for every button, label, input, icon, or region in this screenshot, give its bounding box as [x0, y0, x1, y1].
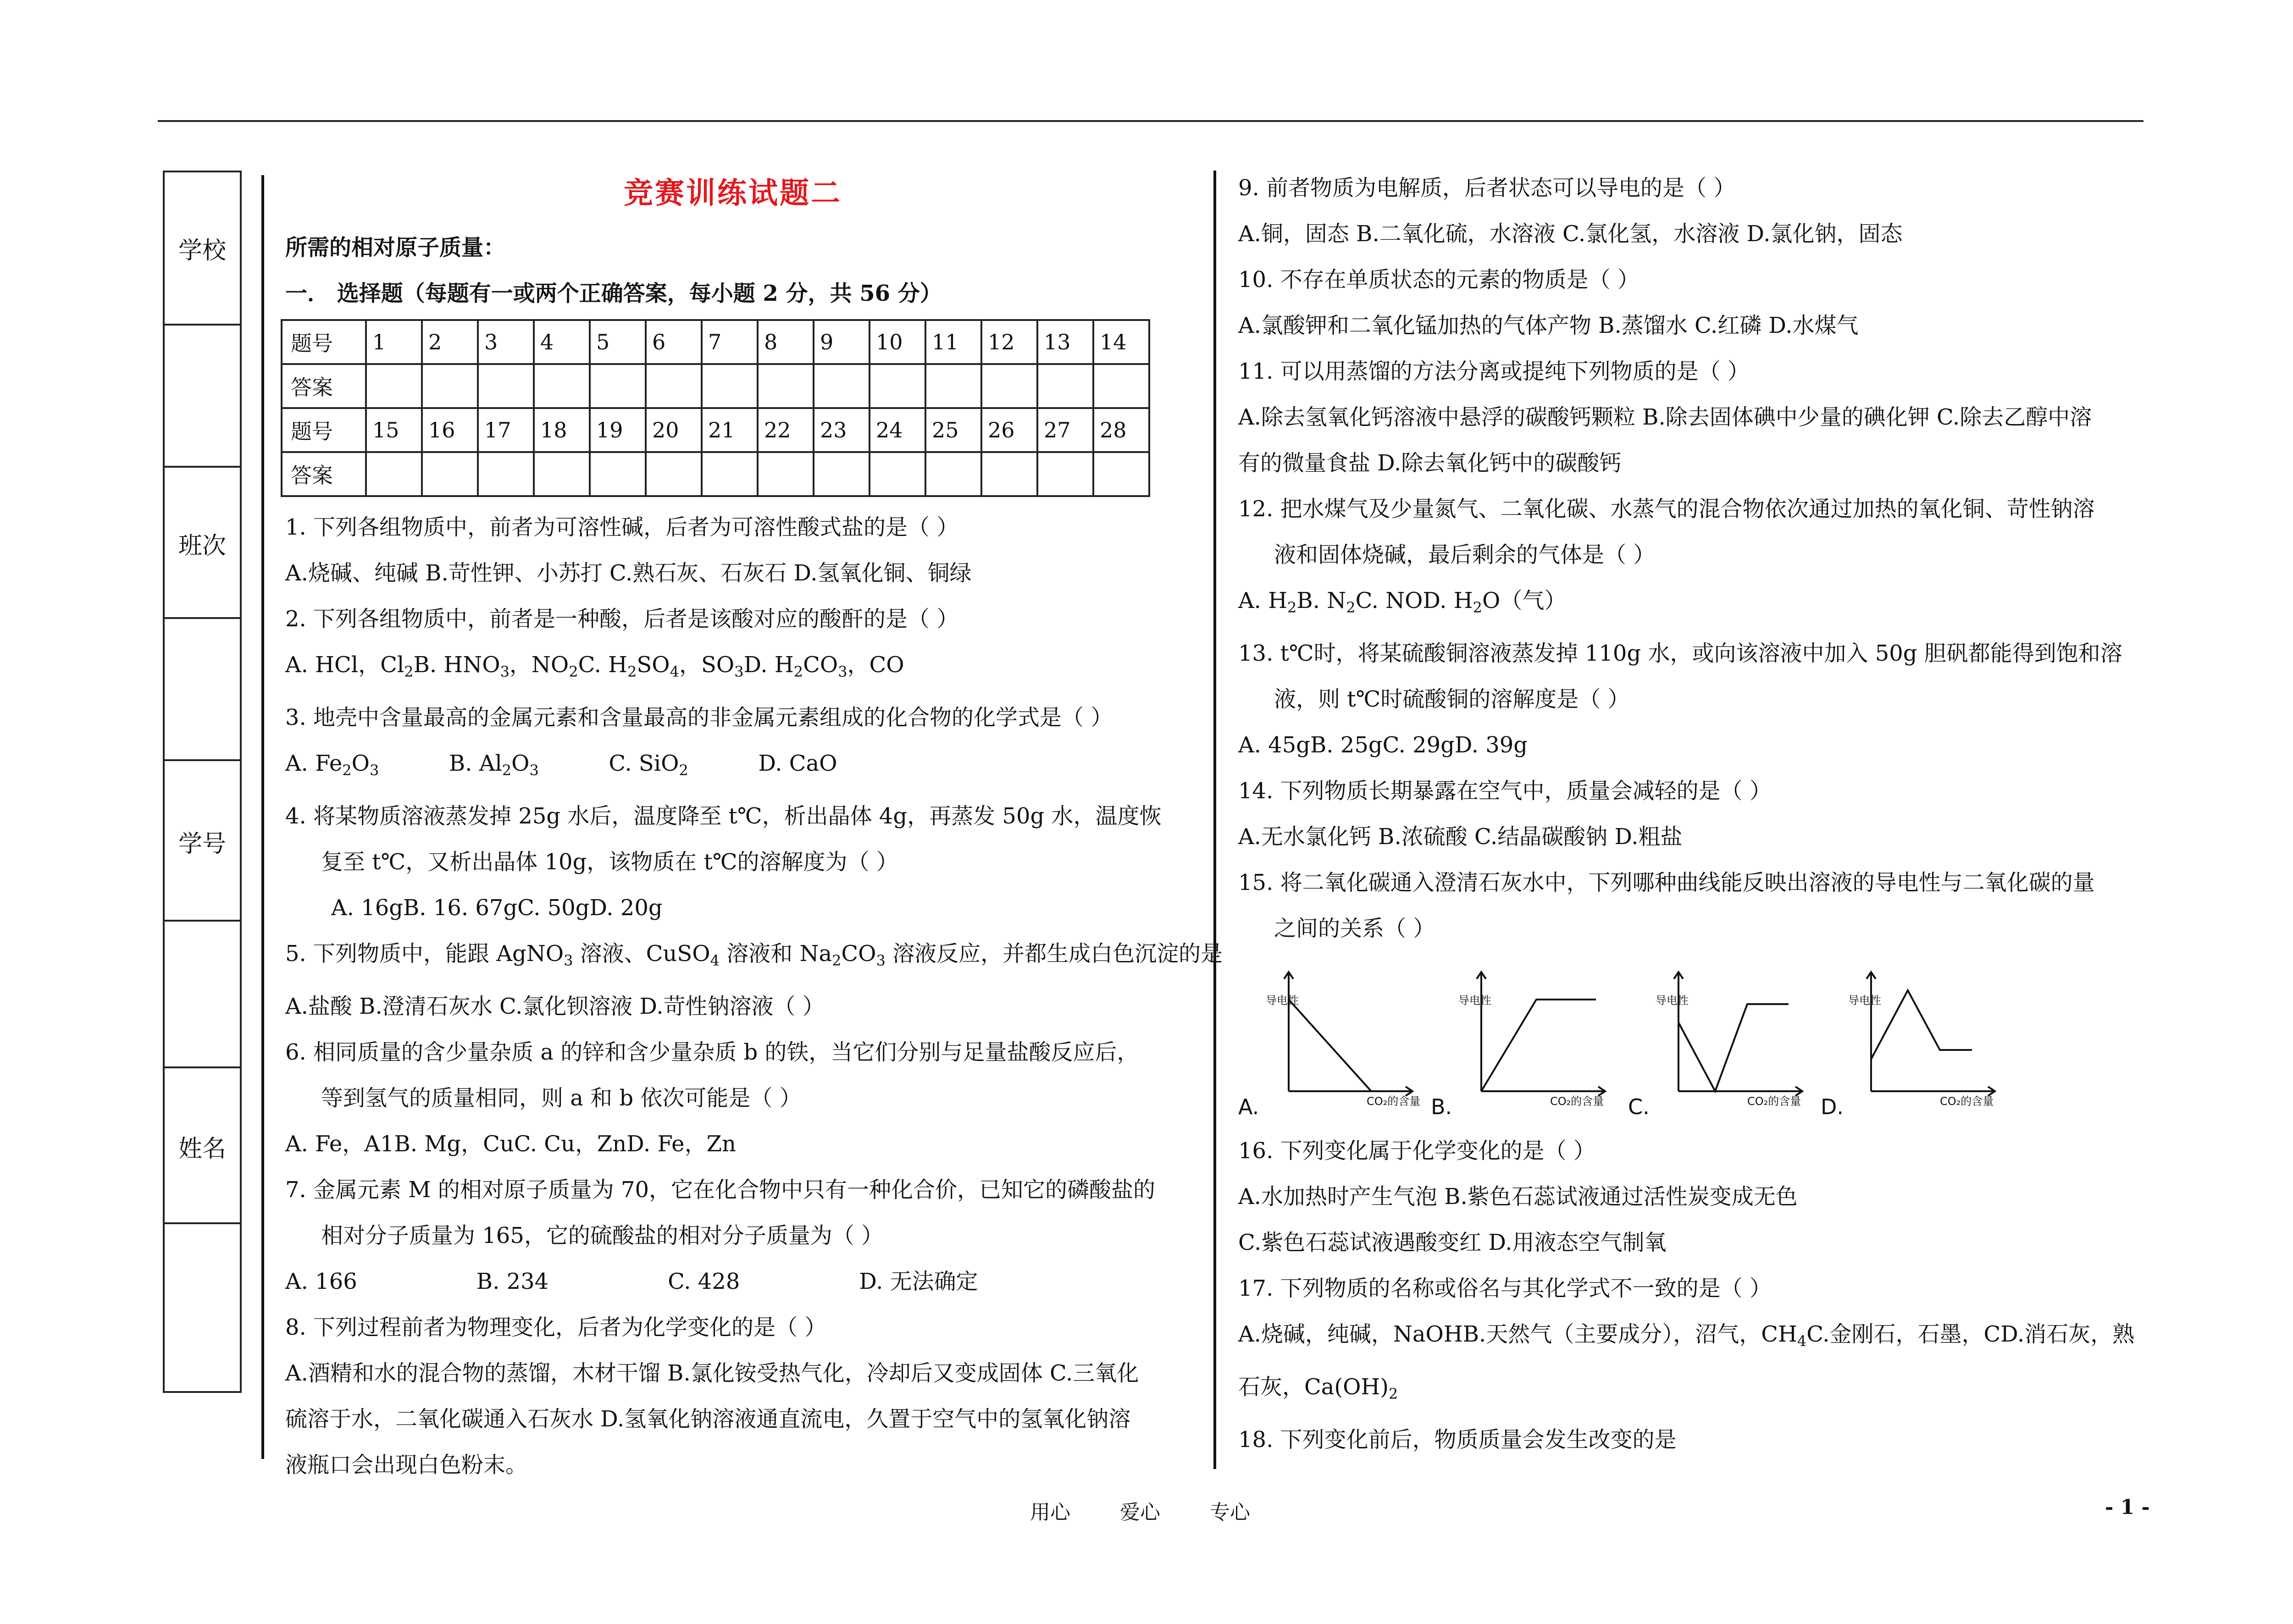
class-label: 班次	[165, 466, 240, 619]
table-cell: 题号	[282, 320, 366, 364]
left-margin-line	[261, 175, 264, 1459]
table-cell: 5	[590, 320, 646, 364]
answer-cell[interactable]	[870, 364, 925, 408]
question-2-options: A. HCl，$Cl_2B$. $HNO_3$，$NO_2C$. $H_2SO_4$，$SO_3D$. $H_2CO_3$，CO	[285, 652, 904, 680]
question-10-options: A.氯酸钾和二氧化锰加热的气体产物 B.蒸馏水 C.红磷 D.水煤气	[1238, 313, 1859, 338]
option-a: A. 166	[285, 1269, 357, 1294]
question-13-options: A. 45gB. 25gC. 29gD. 39g	[1238, 732, 1528, 758]
table-cell: 14	[1093, 320, 1149, 364]
question-17-options-2: 石灰，$Ca(OH)_2$	[1238, 1374, 1398, 1403]
answer-cell[interactable]	[590, 364, 646, 408]
question-11-options-2: 有的微量食盐 D.除去氧化钙中的碳酸钙	[1238, 450, 1622, 476]
answer-cell[interactable]	[925, 452, 981, 496]
question-11-options-1: A.除去氢氧化钙溶液中悬浮的碳酸钙颗粒 B.除去固体碘中少量的碘化钾 C.除去乙醇中溶	[1238, 404, 2092, 430]
table-cell: 12	[981, 320, 1037, 364]
graph-c-label: C.	[1628, 1094, 1650, 1119]
answer-cell[interactable]	[981, 364, 1037, 408]
table-cell: 3	[478, 320, 534, 364]
class-field[interactable]	[165, 617, 240, 761]
graph-a-label: A.	[1238, 1094, 1259, 1119]
question-1-options: A.烧碱、纯碱 B.苛性钾、小苏打 C.熟石灰、石灰石 D.氢氧化铜、铜绿	[285, 560, 972, 586]
answer-cell[interactable]	[366, 452, 422, 496]
section-heading: 一． 选择题（每题有一或两个正确答案，每小题 2 分，共 56 分）	[285, 281, 942, 306]
footer-word: 用心	[1030, 1501, 1070, 1524]
question-8: 8. 下列过程前者为物理变化，后者为化学变化的是（ ）	[285, 1315, 827, 1340]
answer-cell[interactable]	[478, 364, 534, 408]
table-cell: 16	[422, 408, 478, 452]
table-cell: 9	[814, 320, 870, 364]
answer-cell[interactable]	[758, 452, 814, 496]
question-1: 1. 下列各组物质中，前者为可溶性碱，后者为可溶性酸式盐的是（ ）	[285, 514, 959, 540]
table-cell: 13	[1037, 320, 1093, 364]
table-row	[282, 452, 1149, 496]
table-cell: 15	[366, 408, 422, 452]
conductivity-graphs	[1238, 954, 2155, 1128]
answer-cell[interactable]	[534, 364, 590, 408]
answer-cell[interactable]	[534, 452, 590, 496]
school-label: 学校	[178, 237, 226, 265]
table-cell: 8	[758, 320, 814, 364]
answer-cell[interactable]	[925, 364, 981, 408]
right-questions-bottom	[1238, 1128, 2134, 1463]
table-cell: 6	[646, 320, 702, 364]
question-3: 3. 地壳中含量最高的金属元素和含量最高的非金属元素组成的化合物的化学式是（ ）	[285, 705, 1113, 730]
table-cell: 17	[478, 408, 534, 452]
question-16: 16. 下列变化属于化学变化的是（ ）	[1238, 1138, 1595, 1164]
footer-motto	[1030, 1496, 1250, 1525]
question-5: 5. 下列物质中，能跟 AgNO$_3$ 溶液、CuSO$_4$ 溶液和 $Na_2CO_3$ 溶液反应，并都生成白色沉淀的是	[285, 941, 1223, 969]
table-cell: 答案	[282, 364, 366, 408]
question-11: 11. 可以用蒸馏的方法分离或提纯下列物质的是（ ）	[1238, 359, 1750, 384]
question-17-options-1: A.烧碱，纯碱，NaOHB.天然气（主要成分），沼气，$CH_4C$.金刚石，石墨，CD.消石灰，熟	[1238, 1321, 2135, 1350]
question-9: 9. 前者物质为电解质，后者状态可以导电的是（ ）	[1238, 175, 1736, 201]
question-7-cont: 相对分子质量为 165，它的硫酸盐的相对分子质量为（ ）	[321, 1223, 884, 1248]
answer-table	[281, 319, 1150, 497]
question-6-options: A. Fe，A1B. Mg，CuC. Cu，ZnD. Fe，Zn	[285, 1131, 736, 1157]
table-cell: 11	[925, 320, 981, 364]
question-12: 12. 把水煤气及少量氮气、二氧化碳、水蒸气的混合物依次通过加热的氧化铜、苛性钠溶	[1238, 496, 2095, 522]
student-id-label: 学号	[165, 759, 240, 922]
question-18: 18. 下列变化前后，物质质量会发生改变的是	[1238, 1427, 1677, 1453]
answer-cell[interactable]	[981, 452, 1037, 496]
table-cell: 4	[534, 320, 590, 364]
footer-word: 爱心	[1120, 1501, 1160, 1524]
answer-cell[interactable]	[646, 452, 702, 496]
answer-cell[interactable]	[870, 452, 925, 496]
table-cell: 23	[814, 408, 870, 452]
page-number: - 1 -	[2105, 1496, 2150, 1519]
answer-cell[interactable]	[814, 364, 870, 408]
y-label-a: 导电性	[1266, 994, 1299, 1007]
table-cell: 答案	[282, 452, 366, 496]
question-8-options-1: A.酒精和水的混合物的蒸馏，木材干馏 B.氯化铵受热气化，冷却后又变成固体 C.三氧化	[285, 1360, 1139, 1386]
table-cell: 20	[646, 408, 702, 452]
option-d-cont: 石灰，Ca(OH)	[1238, 1374, 1389, 1400]
question-8-options-3: 液瓶口会出现白色粉末。	[285, 1452, 528, 1478]
question-13-cont: 液，则 t℃时硫酸铜的溶解度是（ ）	[1274, 686, 1630, 712]
answer-cell[interactable]	[422, 364, 478, 408]
question-9-options: A.铜，固态 B.二氧化硫，水溶液 C.氯化氢，水溶液 D.氯化钠，固态	[1238, 221, 1903, 247]
atomic-mass-label: 所需的相对原子质量：	[285, 235, 506, 260]
answer-cell[interactable]	[478, 452, 534, 496]
table-cell: 7	[702, 320, 758, 364]
answer-cell[interactable]	[1037, 452, 1093, 496]
answer-cell[interactable]	[702, 364, 758, 408]
left-questions	[285, 504, 1223, 1488]
y-label-c: 导电性	[1656, 994, 1689, 1007]
school-field[interactable]	[165, 324, 240, 468]
q15-graphs	[1238, 954, 2155, 1128]
question-12-options: A. $H_2B$. $N_2C$. NOD. $H_2O$（气）	[1238, 588, 1567, 616]
answer-cell[interactable]	[422, 452, 478, 496]
answer-cell[interactable]	[590, 452, 646, 496]
left-header	[285, 225, 942, 316]
answer-cell[interactable]	[758, 364, 814, 408]
question-7-options	[285, 1259, 1223, 1304]
table-cell: 24	[870, 408, 925, 452]
question-17: 17. 下列物质的名称或俗名与其化学式不一致的是（ ）	[1238, 1276, 1772, 1301]
table-row	[282, 364, 1149, 408]
question-3-options: A. $Fe_2O_3$ B. $Al_2O_3$ C. SiO$_2$ D. CaO	[285, 751, 837, 779]
table-cell: 27	[1037, 408, 1093, 452]
table-cell: 题号	[282, 408, 366, 452]
question-2: 2. 下列各组物质中，前者是一种酸，后者是该酸对应的酸酐的是（ ）	[285, 606, 959, 632]
table-cell: 2	[422, 320, 478, 364]
question-6: 6. 相同质量的含少量杂质 a 的锌和含少量杂质 b 的铁，当它们分别与足量盐酸反应后，	[285, 1039, 1139, 1065]
right-questions-top	[1238, 165, 2122, 951]
student-id-field[interactable]	[165, 920, 240, 1068]
name-label: 姓名	[165, 1066, 240, 1224]
student-info-box	[163, 171, 242, 1393]
table-cell: 10	[870, 320, 925, 364]
question-15: 15. 将二氧化碳通入澄清石灰水中，下列哪种曲线能反映出溶液的导电性与二氧化碳的量	[1238, 870, 2095, 895]
question-16-options-2: C.紫色石蕊试液遇酸变红 D.用液态空气制氧	[1238, 1230, 1667, 1255]
table-row	[282, 320, 1149, 364]
question-14-options: A.无水氯化钙 B.浓硫酸 C.结晶碳酸钠 D.粗盐	[1238, 824, 1683, 850]
table-cell: 18	[534, 408, 590, 452]
x-label-d: CO₂的含量	[1940, 1095, 1994, 1108]
page-title: 竞赛训练试题二	[624, 176, 842, 210]
question-14: 14. 下列物质长期暴露在空气中，质量会减轻的是（ ）	[1238, 778, 1772, 804]
option-d: D. 无法确定	[859, 1269, 978, 1294]
x-label-c: CO₂的含量	[1747, 1095, 1801, 1108]
x-label-a: CO₂的含量	[1367, 1095, 1421, 1108]
table-row	[282, 408, 1149, 452]
question-10: 10. 不存在单质状态的元素的物质是（ ）	[1238, 267, 1639, 293]
option-c: C. 428	[668, 1269, 740, 1294]
answer-cell[interactable]	[1093, 452, 1149, 496]
table-cell: 26	[981, 408, 1037, 452]
graph-b-label: B.	[1431, 1094, 1452, 1119]
table-cell: 19	[590, 408, 646, 452]
table-cell: 22	[758, 408, 814, 452]
answer-cell[interactable]	[646, 364, 702, 408]
answer-cell[interactable]	[1037, 364, 1093, 408]
table-cell: 1	[366, 320, 422, 364]
answer-cell[interactable]	[702, 452, 758, 496]
gas-note: （气）	[1500, 588, 1567, 613]
question-4-cont: 复至 t℃，又析出晶体 10g，该物质在 t℃的溶解度为（ ）	[321, 849, 898, 875]
question-16-options-1: A.水加热时产生气泡 B.紫色石蕊试液通过活性炭变成无色	[1238, 1184, 1798, 1210]
answer-cell[interactable]	[1093, 364, 1149, 408]
option-b: B. 234	[476, 1269, 549, 1294]
question-5-options: A.盐酸 B.澄清石灰水 C.氯化钡溶液 D.苛性钠溶液（ ）	[285, 994, 825, 1019]
footer-word: 专心	[1210, 1501, 1250, 1524]
question-15-cont: 之间的关系（ ）	[1274, 916, 1435, 941]
y-label-d: 导电性	[1848, 994, 1881, 1007]
graph-d-label: D.	[1821, 1094, 1844, 1119]
question-8-options-2: 硫溶于水，二氧化碳通入石灰水 D.氢氧化钠溶液通直流电，久置于空气中的氢氧化钠溶	[285, 1406, 1131, 1432]
answer-cell[interactable]	[366, 364, 422, 408]
question-7: 7. 金属元素 M 的相对原子质量为 70，它在化合物中只有一种化合价，已知它的磷酸盐的	[285, 1177, 1156, 1203]
question-4-options: A. 16gB. 16. 67gC. 50gD. 20g	[331, 895, 663, 921]
question-6-cont: 等到氢气的质量相同，则 a 和 b 依次可能是（ ）	[321, 1085, 802, 1111]
table-cell: 28	[1093, 408, 1149, 452]
table-cell: 21	[702, 408, 758, 452]
question-4: 4. 将某物质溶液蒸发掉 25g 水后，温度降至 t℃，析出晶体 4g，再蒸发 50g 水，温度恢	[285, 803, 1162, 829]
question-12-cont: 液和固体烧碱，最后剩余的气体是（ ）	[1274, 542, 1656, 568]
x-label-b: CO₂的含量	[1550, 1095, 1604, 1108]
table-cell: 25	[925, 408, 981, 452]
question-13: 13. t℃时，将某硫酸铜溶液蒸发掉 110g 水，或向该溶液中加入 50g 胆矾都能得到饱和溶	[1238, 641, 2122, 666]
top-rule	[158, 120, 2143, 122]
answer-cell[interactable]	[814, 452, 870, 496]
y-label-b: 导电性	[1458, 994, 1491, 1007]
name-field[interactable]	[165, 1222, 240, 1393]
